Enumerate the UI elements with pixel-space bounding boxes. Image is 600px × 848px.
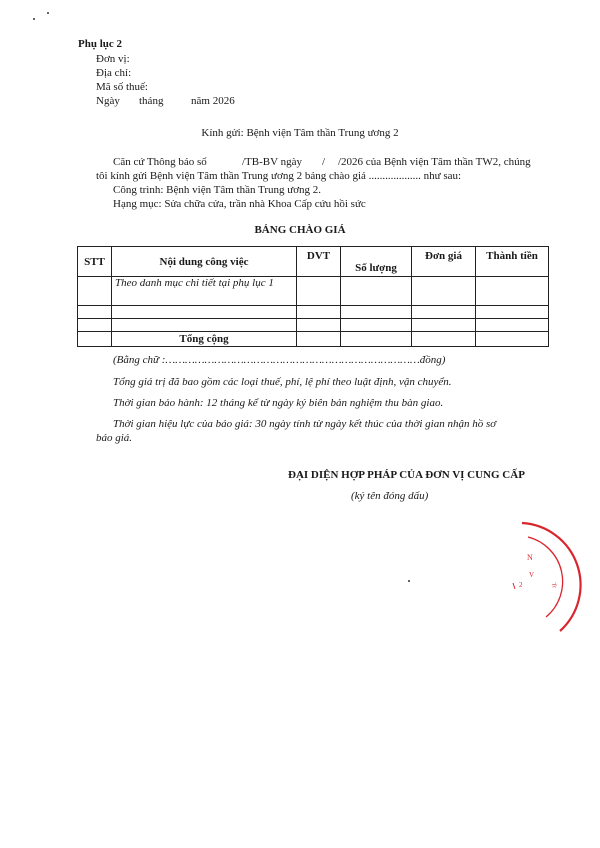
table-cell xyxy=(412,306,476,319)
table-cell xyxy=(476,332,549,347)
scan-speck xyxy=(47,12,49,14)
scan-speck xyxy=(33,18,35,20)
table-cell xyxy=(112,319,297,332)
stamp-letter: 2 xyxy=(519,581,523,589)
category-line: Hạng mục: Sửa chữa cửa, trần nhà Khoa Cấp cứu hồi sức xyxy=(113,198,366,210)
header-unit: DVT xyxy=(297,247,341,277)
table-cell xyxy=(297,277,341,306)
table-cell xyxy=(112,306,297,319)
stamp-mark xyxy=(513,583,515,589)
tax-code-field: Mã số thuế: xyxy=(96,81,148,93)
table-cell xyxy=(78,306,112,319)
header-price: Đơn giá xyxy=(412,247,476,277)
table-cell xyxy=(412,332,476,347)
table-cell xyxy=(341,277,412,306)
table-cell xyxy=(476,306,549,319)
table-title: BẢNG CHÀO GIÁ xyxy=(254,224,346,236)
table-cell xyxy=(476,319,549,332)
scan-speck xyxy=(408,580,410,582)
table-row xyxy=(78,277,549,306)
table-cell xyxy=(412,277,476,306)
date-year-label: năm 2026 xyxy=(191,95,235,107)
company-stamp xyxy=(500,515,600,635)
address-field: Địa chỉ: xyxy=(96,67,132,79)
table-total-row xyxy=(78,332,549,347)
amount-in-words: (Bằng chữ :……………………………………………………………………đồng) xyxy=(113,354,446,366)
table-header-row xyxy=(78,247,549,277)
table-cell xyxy=(297,332,341,347)
validity-note-1: Thời gian hiệu lực của báo giá: 30 ngày tính từ ngày kết thúc của thời gian nhận hồ sơ xyxy=(113,418,497,430)
table-row xyxy=(78,306,549,319)
date-month-label: tháng xyxy=(139,95,164,107)
signature-title: ĐẠI DIỆN HỢP PHÁP CỦA ĐƠN VỊ CUNG CẤP xyxy=(288,469,525,481)
table-cell xyxy=(78,332,112,347)
total-label: Tổng cộng xyxy=(112,332,297,347)
body-line1-a: Căn cứ Thông báo số xyxy=(113,156,207,168)
body-line1-d: /2026 của Bệnh viện Tâm thần TW2, chúng xyxy=(338,156,531,168)
table-cell xyxy=(476,277,549,306)
row1-content: Theo danh mục chi tiết tại phụ lục 1 xyxy=(112,277,297,306)
table-cell xyxy=(78,277,112,306)
stamp-letter: N xyxy=(527,553,533,562)
table-cell xyxy=(78,319,112,332)
stamp-letter: V xyxy=(529,571,535,579)
quote-table xyxy=(77,246,549,347)
header-content: Nội dung công việc xyxy=(112,247,297,277)
header-quantity: Số lượng xyxy=(341,247,412,277)
vat-note: Tổng giá trị đã bao gồm các loại thuế, phí, lệ phí theo luật định, vận chuyển. xyxy=(113,376,452,388)
stamp-letter: Tr xyxy=(550,582,557,589)
table-row xyxy=(78,319,549,332)
warranty-note: Thời gian bảo hành: 12 tháng kể từ ngày ký biên bản nghiệm thu bàn giao. xyxy=(113,397,444,409)
header-amount: Thành tiền xyxy=(476,247,549,277)
appendix-title: Phụ lục 2 xyxy=(78,38,123,50)
table-cell xyxy=(412,319,476,332)
table-cell xyxy=(341,306,412,319)
body-line1-c: / xyxy=(322,156,326,168)
table-cell xyxy=(297,319,341,332)
table-cell xyxy=(341,319,412,332)
recipient-line: Kính gửi: Bệnh viện Tâm thần Trung ương 2 xyxy=(201,127,399,139)
table-cell xyxy=(297,306,341,319)
validity-note-2: báo giá. xyxy=(96,432,133,444)
unit-field: Đơn vị: xyxy=(96,53,130,65)
date-day-label: Ngày xyxy=(96,95,120,107)
project-line: Công trình: Bệnh viện Tâm thần Trung ương 2. xyxy=(113,184,322,196)
table-cell xyxy=(341,332,412,347)
body-line2: tôi kính gửi Bệnh viện Tâm thần Trung ương 2 bảng chào giá ................... như sau: xyxy=(96,170,462,182)
signature-note: (ký tên đóng dấu) xyxy=(351,490,429,502)
body-line1-b: /TB-BV ngày xyxy=(242,156,302,168)
header-stt: STT xyxy=(78,247,112,277)
